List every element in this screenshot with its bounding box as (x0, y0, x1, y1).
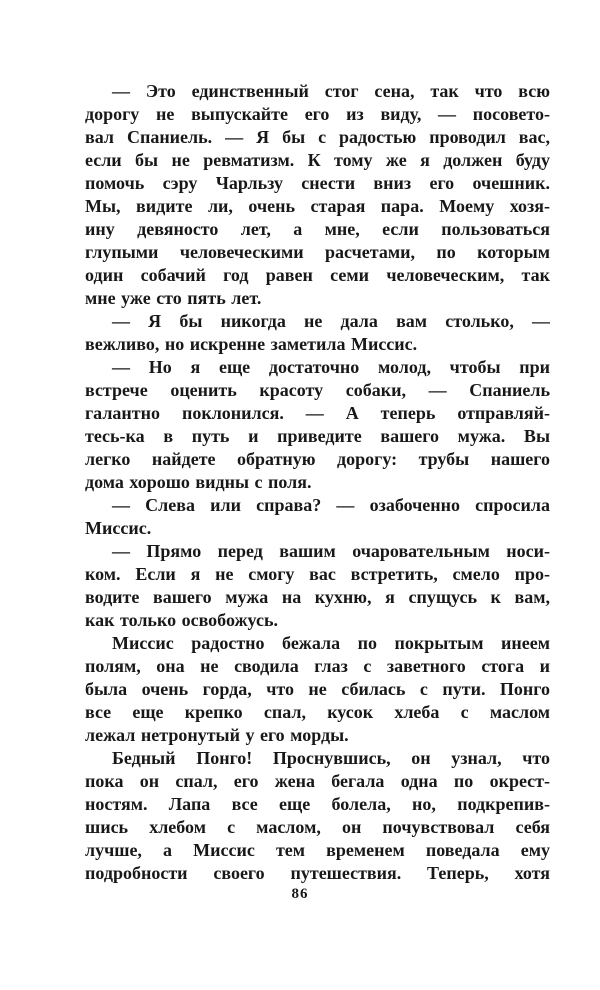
text-line: глупыми человеческими расчетами, по которым (85, 242, 550, 262)
paragraph (85, 80, 550, 310)
text-line: водите вашего мужа на кухню, я спущусь к вам, (85, 587, 550, 607)
text-line: пока он спал, его жена бегала одна по окрест- (85, 771, 550, 791)
text-line: если бы не ревматизм. К тому же я должен буду (85, 150, 550, 170)
text-line: помочь сэру Чарльзу снести вниз его очешник. (85, 173, 550, 193)
text-line: Мы, видите ли, очень старая пара. Моему хозя- (85, 196, 550, 216)
text-line: — Слева или справа? — озабоченно спросила (112, 495, 550, 515)
text-line: ину девяносто лет, а мне, если пользоваться (85, 219, 550, 239)
text-line: дорогу не выпускайте его из виду, — посовето- (85, 104, 550, 124)
text-line: была очень горда, что не сбилась с пути. Понго (85, 679, 550, 699)
page-number: 86 (291, 886, 309, 902)
text-line: все еще крепко спал, кусок хлеба с маслом (85, 702, 550, 722)
text-line: — Я бы никогда не дала вам столько, — (112, 311, 550, 331)
text-line: — Но я еще достаточно молод, чтобы при (112, 357, 550, 377)
text-line: Бедный Понго! Проснувшись, он узнал, что (112, 748, 550, 768)
paragraph (85, 747, 550, 885)
text-line: легко найдете обратную дорогу: трубы нашего (85, 449, 550, 469)
text-line: мне уже сто пять лет. (85, 288, 262, 308)
paragraph (85, 494, 550, 540)
paragraph (85, 540, 550, 632)
text-line: подробности своего путешествия. Теперь, хотя (85, 863, 550, 883)
text-line: дома хорошо видны с поля. (85, 472, 312, 492)
text-line: — Это единственный стог сена, так что всю (112, 81, 550, 101)
text-line: ком. Если я не смогу вас встретить, смело про- (85, 564, 550, 584)
text-line: Миссис радостно бежала по покрытым инеем (112, 633, 550, 653)
paragraph (85, 632, 550, 747)
paragraph (85, 356, 550, 494)
text-line: тесь-ка в путь и приведите вашего мужа. Вы (85, 426, 550, 446)
text-line: как только освобожусь. (85, 610, 278, 630)
text-line: ностям. Лапа все еще болела, но, подкрепив- (85, 794, 550, 814)
text-line: один собачий год равен семи человеческим, так (85, 265, 550, 285)
text-line: шись хлебом с маслом, он почувствовал себя (85, 817, 550, 837)
text-line: Миссис. (85, 518, 152, 538)
text-line: — Прямо перед вашим очаровательным носи- (112, 541, 550, 561)
text-line: лежал нетронутый у его морды. (85, 725, 349, 745)
text-line: вал Спаниель. — Я бы с радостью проводил вас, (85, 127, 550, 147)
text-line: полям, она не сводила глаз с заветного стога и (85, 656, 550, 676)
text-line: лучше, а Миссис тем временем поведала ему (85, 840, 550, 860)
text-line: встрече оценить красоту собаки, — Спаниель (85, 380, 550, 400)
paragraph (85, 310, 550, 356)
text-line: галантно поклонился. — А теперь отправляй- (85, 403, 550, 423)
text-line: вежливо, но искренне заметила Миссис. (85, 334, 418, 354)
text-block (85, 80, 550, 885)
